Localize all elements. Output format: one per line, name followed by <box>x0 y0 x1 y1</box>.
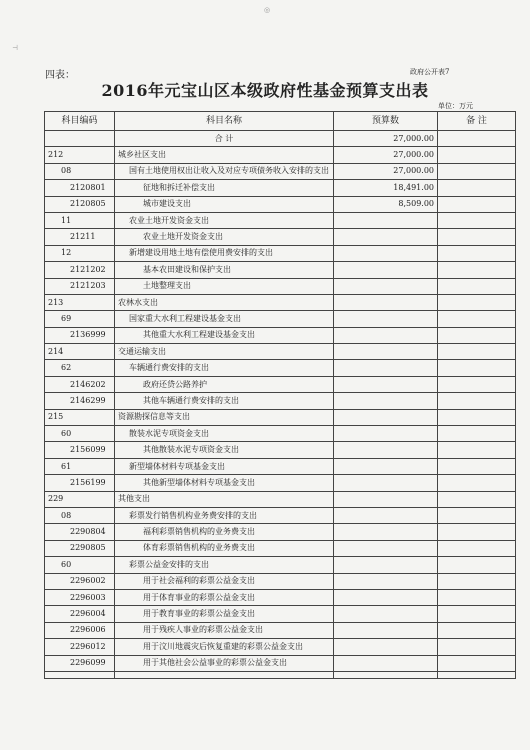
cell-name: 土地整理支出 <box>115 278 334 294</box>
cell-name: 用于残疾人事业的彩票公益金支出 <box>115 622 334 638</box>
cell-name: 其他新型墙体材料专项基金支出 <box>115 475 334 491</box>
blank-cell <box>115 671 334 678</box>
table-row <box>45 180 516 196</box>
cell-name: 新型墙体材料专项基金支出 <box>115 458 334 474</box>
document-tag: 政府公开表7 <box>410 68 450 76</box>
cell-name: 基本农田建设和保护支出 <box>115 262 334 278</box>
cell-note <box>438 475 516 491</box>
budget-table <box>44 111 516 679</box>
cell-amount <box>334 262 438 278</box>
table-row <box>45 360 516 376</box>
cell-amount: 27,000.00 <box>334 147 438 163</box>
cell-name: 体育彩票销售机构的业务费支出 <box>115 540 334 556</box>
cell-code: 2146202 <box>45 376 115 392</box>
table-row <box>45 229 516 245</box>
cell-name: 彩票公益金安排的支出 <box>115 557 334 573</box>
table-body <box>45 131 516 679</box>
cell-name: 国家重大水利工程建设基金支出 <box>115 311 334 327</box>
table-row <box>45 557 516 573</box>
table-row <box>45 327 516 343</box>
cell-code: 2156199 <box>45 475 115 491</box>
cell-name: 农林水支出 <box>115 294 334 310</box>
cell-name: 其他支出 <box>115 491 334 507</box>
cell-amount <box>334 426 438 442</box>
cell-name: 城市建设支出 <box>115 196 334 212</box>
cell-amount <box>334 655 438 671</box>
column-header-name: 科目名称 <box>115 112 334 131</box>
cell-amount <box>334 327 438 343</box>
cell-code: 69 <box>45 311 115 327</box>
cell-name: 城乡社区支出 <box>115 147 334 163</box>
cell-amount <box>334 294 438 310</box>
cell-amount <box>334 507 438 523</box>
total-row <box>45 131 516 147</box>
cell-amount <box>334 589 438 605</box>
cell-name: 交通运输支出 <box>115 344 334 360</box>
cell-note <box>438 327 516 343</box>
cell-name: 福利彩票销售机构的业务费支出 <box>115 524 334 540</box>
cell-name: 新增建设用地土地有偿使用费安排的支出 <box>115 245 334 261</box>
cell-amount <box>334 212 438 228</box>
cell-name: 用于其他社会公益事业的彩票公益金支出 <box>115 655 334 671</box>
table-row <box>45 639 516 655</box>
cell-note <box>438 262 516 278</box>
cell-amount <box>334 475 438 491</box>
cell-amount: 8,509.00 <box>334 196 438 212</box>
cell-name: 其他散装水泥专项资金支出 <box>115 442 334 458</box>
cell-name: 其他重大水利工程建设基金支出 <box>115 327 334 343</box>
table-row <box>45 491 516 507</box>
blank-cell <box>334 671 438 678</box>
table-header-row <box>45 112 516 131</box>
table-row <box>45 606 516 622</box>
cell-name: 车辆通行费安排的支出 <box>115 360 334 376</box>
scan-mark: ◎ <box>264 6 271 14</box>
cell-name: 用于社会福利的彩票公益金支出 <box>115 573 334 589</box>
cell-name: 国有土地使用权出让收入及对应专项债务收入安排的支出 <box>115 163 334 179</box>
cell-amount <box>334 311 438 327</box>
cell-note <box>438 278 516 294</box>
cell-note <box>438 426 516 442</box>
cell-amount <box>334 540 438 556</box>
cell-name: 合 计 <box>115 131 334 147</box>
cell-amount <box>334 409 438 425</box>
cell-code: 2121203 <box>45 278 115 294</box>
cell-name: 用于教育事业的彩票公益金支出 <box>115 606 334 622</box>
cell-note <box>438 344 516 360</box>
cell-note <box>438 491 516 507</box>
cell-amount <box>334 376 438 392</box>
column-header-amount: 预算数 <box>334 112 438 131</box>
cell-amount <box>334 393 438 409</box>
cell-note <box>438 589 516 605</box>
table-row <box>45 458 516 474</box>
hole-punch-mark: ⊣ <box>12 44 19 52</box>
cell-code: 08 <box>45 163 115 179</box>
cell-amount <box>334 458 438 474</box>
cell-code: 62 <box>45 360 115 376</box>
cell-code: 229 <box>45 491 115 507</box>
cell-code: 2290805 <box>45 540 115 556</box>
table-row <box>45 376 516 392</box>
cell-name: 用于汶川地震灾后恢复重建的彩票公益金支出 <box>115 639 334 655</box>
cell-note <box>438 573 516 589</box>
table-row <box>45 294 516 310</box>
cell-note <box>438 212 516 228</box>
cell-note <box>438 557 516 573</box>
table-row <box>45 589 516 605</box>
table-row <box>45 524 516 540</box>
column-header-note: 备 注 <box>438 112 516 131</box>
cell-code: 2146299 <box>45 393 115 409</box>
cell-amount: 27,000.00 <box>334 131 438 147</box>
cell-code: 2121202 <box>45 262 115 278</box>
table-row <box>45 655 516 671</box>
cell-note <box>438 655 516 671</box>
cell-name: 农业土地开发资金支出 <box>115 212 334 228</box>
cell-note <box>438 245 516 261</box>
table-row <box>45 196 516 212</box>
cell-name: 政府还贷公路养护 <box>115 376 334 392</box>
cell-note <box>438 540 516 556</box>
cell-amount <box>334 229 438 245</box>
table-number: 四表： <box>45 70 75 81</box>
table-row <box>45 622 516 638</box>
table-row <box>45 163 516 179</box>
blank-cell <box>438 671 516 678</box>
page-title: 2016年元宝山区本级政府性基金预算支出表 <box>101 81 429 100</box>
table-row <box>45 409 516 425</box>
cell-name: 其他车辆通行费安排的支出 <box>115 393 334 409</box>
cell-code: 2136999 <box>45 327 115 343</box>
cell-code: 61 <box>45 458 115 474</box>
cell-name: 征地和拆迁补偿支出 <box>115 180 334 196</box>
table-row <box>45 426 516 442</box>
table-row <box>45 507 516 523</box>
table-row <box>45 278 516 294</box>
cell-note <box>438 311 516 327</box>
cell-name: 资源勘探信息等支出 <box>115 409 334 425</box>
cell-code: 60 <box>45 426 115 442</box>
cell-code: 213 <box>45 294 115 310</box>
cell-amount <box>334 622 438 638</box>
cell-amount: 27,000.00 <box>334 163 438 179</box>
table-row <box>45 573 516 589</box>
cell-code: 60 <box>45 557 115 573</box>
cell-code: 08 <box>45 507 115 523</box>
cell-note <box>438 294 516 310</box>
cell-code: 2156099 <box>45 442 115 458</box>
cell-name: 彩票发行销售机构业务费安排的支出 <box>115 507 334 523</box>
cell-amount <box>334 524 438 540</box>
cell-amount <box>334 442 438 458</box>
cell-note <box>438 376 516 392</box>
cell-note <box>438 639 516 655</box>
cell-name: 农业土地开发资金支出 <box>115 229 334 245</box>
blank-row <box>45 671 516 678</box>
cell-code: 2120805 <box>45 196 115 212</box>
table-row <box>45 262 516 278</box>
cell-name: 散装水泥专项资金支出 <box>115 426 334 442</box>
cell-amount <box>334 245 438 261</box>
cell-note <box>438 131 516 147</box>
cell-note <box>438 229 516 245</box>
cell-amount <box>334 491 438 507</box>
cell-amount <box>334 573 438 589</box>
cell-note <box>438 524 516 540</box>
table-row <box>45 311 516 327</box>
cell-note <box>438 147 516 163</box>
cell-code: 11 <box>45 212 115 228</box>
cell-code: 2296003 <box>45 589 115 605</box>
cell-code: 2120801 <box>45 180 115 196</box>
cell-note <box>438 180 516 196</box>
cell-note <box>438 458 516 474</box>
cell-note <box>438 622 516 638</box>
cell-note <box>438 393 516 409</box>
table-row <box>45 540 516 556</box>
cell-code: 2296006 <box>45 622 115 638</box>
cell-code: 12 <box>45 245 115 261</box>
cell-amount <box>334 606 438 622</box>
cell-code: 2296002 <box>45 573 115 589</box>
table-row <box>45 442 516 458</box>
table-row <box>45 212 516 228</box>
cell-note <box>438 360 516 376</box>
cell-code: 2296099 <box>45 655 115 671</box>
cell-amount <box>334 360 438 376</box>
cell-amount <box>334 639 438 655</box>
table-row <box>45 344 516 360</box>
cell-note <box>438 507 516 523</box>
cell-code: 214 <box>45 344 115 360</box>
cell-code: 2296012 <box>45 639 115 655</box>
cell-name: 用于体育事业的彩票公益金支出 <box>115 589 334 605</box>
cell-amount <box>334 278 438 294</box>
blank-cell <box>45 671 115 678</box>
table-row <box>45 475 516 491</box>
cell-code <box>45 131 115 147</box>
cell-amount: 18,491.00 <box>334 180 438 196</box>
column-header-code: 科目编码 <box>45 112 115 131</box>
cell-code: 2290804 <box>45 524 115 540</box>
cell-amount <box>334 557 438 573</box>
cell-code: 212 <box>45 147 115 163</box>
cell-code: 21211 <box>45 229 115 245</box>
cell-amount <box>334 344 438 360</box>
table-row <box>45 245 516 261</box>
cell-note <box>438 163 516 179</box>
cell-note <box>438 409 516 425</box>
cell-code: 215 <box>45 409 115 425</box>
cell-note <box>438 442 516 458</box>
cell-note <box>438 196 516 212</box>
table-row <box>45 147 516 163</box>
cell-code: 2296004 <box>45 606 115 622</box>
cell-note <box>438 606 516 622</box>
unit-label: 单位：万元 <box>438 102 473 110</box>
table-row <box>45 393 516 409</box>
